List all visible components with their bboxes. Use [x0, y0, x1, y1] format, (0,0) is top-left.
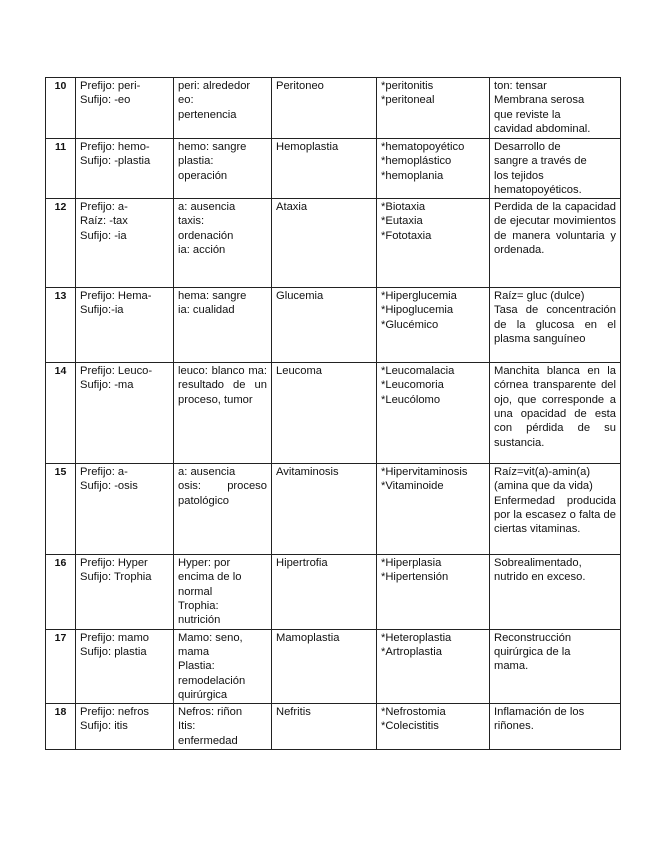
- derived-terms-cell: *Biotaxia *Eutaxia *Fototaxia: [377, 199, 490, 288]
- table-row: [46, 139, 621, 199]
- term-cell: Hipertrofia: [272, 555, 377, 629]
- table-row: [46, 199, 621, 288]
- definition-cell: Raíz= gluc (dulce) Tasa de concentración de la glucosa en el plasma sanguíneo: [490, 288, 621, 363]
- definition-cell: Manchita blanca en la córnea transparente del ojo, que corresponde a una opacidad de esta con pérdida de su sustancia.: [490, 363, 621, 464]
- term-cell: Leucoma: [272, 363, 377, 464]
- derived-terms-cell: *Heteroplastia *Artroplastia: [377, 629, 490, 703]
- derived-terms-cell: *peritonitis *peritoneal: [377, 78, 490, 139]
- affixes-cell: Prefijo: a- Raíz: -tax Sufijo: -ia: [76, 199, 174, 288]
- term-cell: Peritoneo: [272, 78, 377, 139]
- definition-cell: ton: tensar Membrana serosa que reviste la cavidad abdominal.: [490, 78, 621, 139]
- meanings-cell: Hyper: por encima de lo normal Trophia: nutrición: [174, 555, 272, 629]
- table-row: [46, 704, 621, 750]
- table-row: [46, 363, 621, 464]
- term-cell: Hemoplastia: [272, 139, 377, 199]
- definition-cell: Inflamación de los riñones.: [490, 704, 621, 750]
- meanings-cell: Nefros: riñon Itis: enfermedad: [174, 704, 272, 750]
- definition-cell: Desarrollo de sangre a través de los tejidos hematopoyéticos.: [490, 139, 621, 199]
- row-number: 16: [46, 555, 76, 629]
- affixes-cell: Prefijo: Hyper Sufijo: Trophia: [76, 555, 174, 629]
- affixes-cell: Prefijo: Hema- Sufijo:-ia: [76, 288, 174, 363]
- row-number: 12: [46, 199, 76, 288]
- affixes-cell: Prefijo: a- Sufijo: -osis: [76, 464, 174, 555]
- table-row: [46, 464, 621, 555]
- derived-terms-cell: *Hiperplasia *Hipertensión: [377, 555, 490, 629]
- row-number: 15: [46, 464, 76, 555]
- meanings-cell: Mamo: seno, mama Plastia: remodelación quirúrgica: [174, 629, 272, 703]
- meanings-cell: leuco: blanco ma: resultado de un proceso, tumor: [174, 363, 272, 464]
- term-cell: Nefritis: [272, 704, 377, 750]
- term-cell: Glucemia: [272, 288, 377, 363]
- table-row: [46, 288, 621, 363]
- table-row: [46, 78, 621, 139]
- derived-terms-cell: *Leucomalacia *Leucomoria *Leucólomo: [377, 363, 490, 464]
- terminology-table: [45, 77, 621, 750]
- meanings-cell: a: ausencia taxis: ordenación ia: acción: [174, 199, 272, 288]
- row-number: 14: [46, 363, 76, 464]
- derived-terms-cell: *Hipervitaminosis *Vitaminoide: [377, 464, 490, 555]
- table-row: [46, 629, 621, 703]
- meanings-cell: peri: alrededor eo: pertenencia: [174, 78, 272, 139]
- affixes-cell: Prefijo: hemo- Sufijo: -plastia: [76, 139, 174, 199]
- affixes-cell: Prefijo: nefros Sufijo: itis: [76, 704, 174, 750]
- term-cell: Ataxia: [272, 199, 377, 288]
- term-cell: Mamoplastia: [272, 629, 377, 703]
- derived-terms-cell: *Nefrostomia *Colecistitis: [377, 704, 490, 750]
- definition-cell: Reconstrucción quirúrgica de la mama.: [490, 629, 621, 703]
- meanings-cell: hemo: sangre plastia: operación: [174, 139, 272, 199]
- meanings-cell: hema: sangre ia: cualidad: [174, 288, 272, 363]
- affixes-cell: Prefijo: Leuco- Sufijo: -ma: [76, 363, 174, 464]
- meanings-cell: a: ausencia osis: proceso patológico: [174, 464, 272, 555]
- derived-terms-cell: *Hiperglucemia *Hipoglucemia *Glucémico: [377, 288, 490, 363]
- row-number: 13: [46, 288, 76, 363]
- term-cell: Avitaminosis: [272, 464, 377, 555]
- affixes-cell: Prefijo: peri- Sufijo: -eo: [76, 78, 174, 139]
- row-number: 11: [46, 139, 76, 199]
- table-row: [46, 555, 621, 629]
- definition-cell: Perdida de la capacidad de ejecutar movimientos de manera voluntaria y ordenada.: [490, 199, 621, 288]
- affixes-cell: Prefijo: mamo Sufijo: plastia: [76, 629, 174, 703]
- row-number: 18: [46, 704, 76, 750]
- definition-cell: Sobrealimentado, nutrido en exceso.: [490, 555, 621, 629]
- row-number: 17: [46, 629, 76, 703]
- row-number: 10: [46, 78, 76, 139]
- derived-terms-cell: *hematopoyético *hemoplástico *hemoplania: [377, 139, 490, 199]
- definition-cell: Raíz=vit(a)-amin(a) (amina que da vida) Enfermedad producida por la escasez o falta de ciertas vitaminas.: [490, 464, 621, 555]
